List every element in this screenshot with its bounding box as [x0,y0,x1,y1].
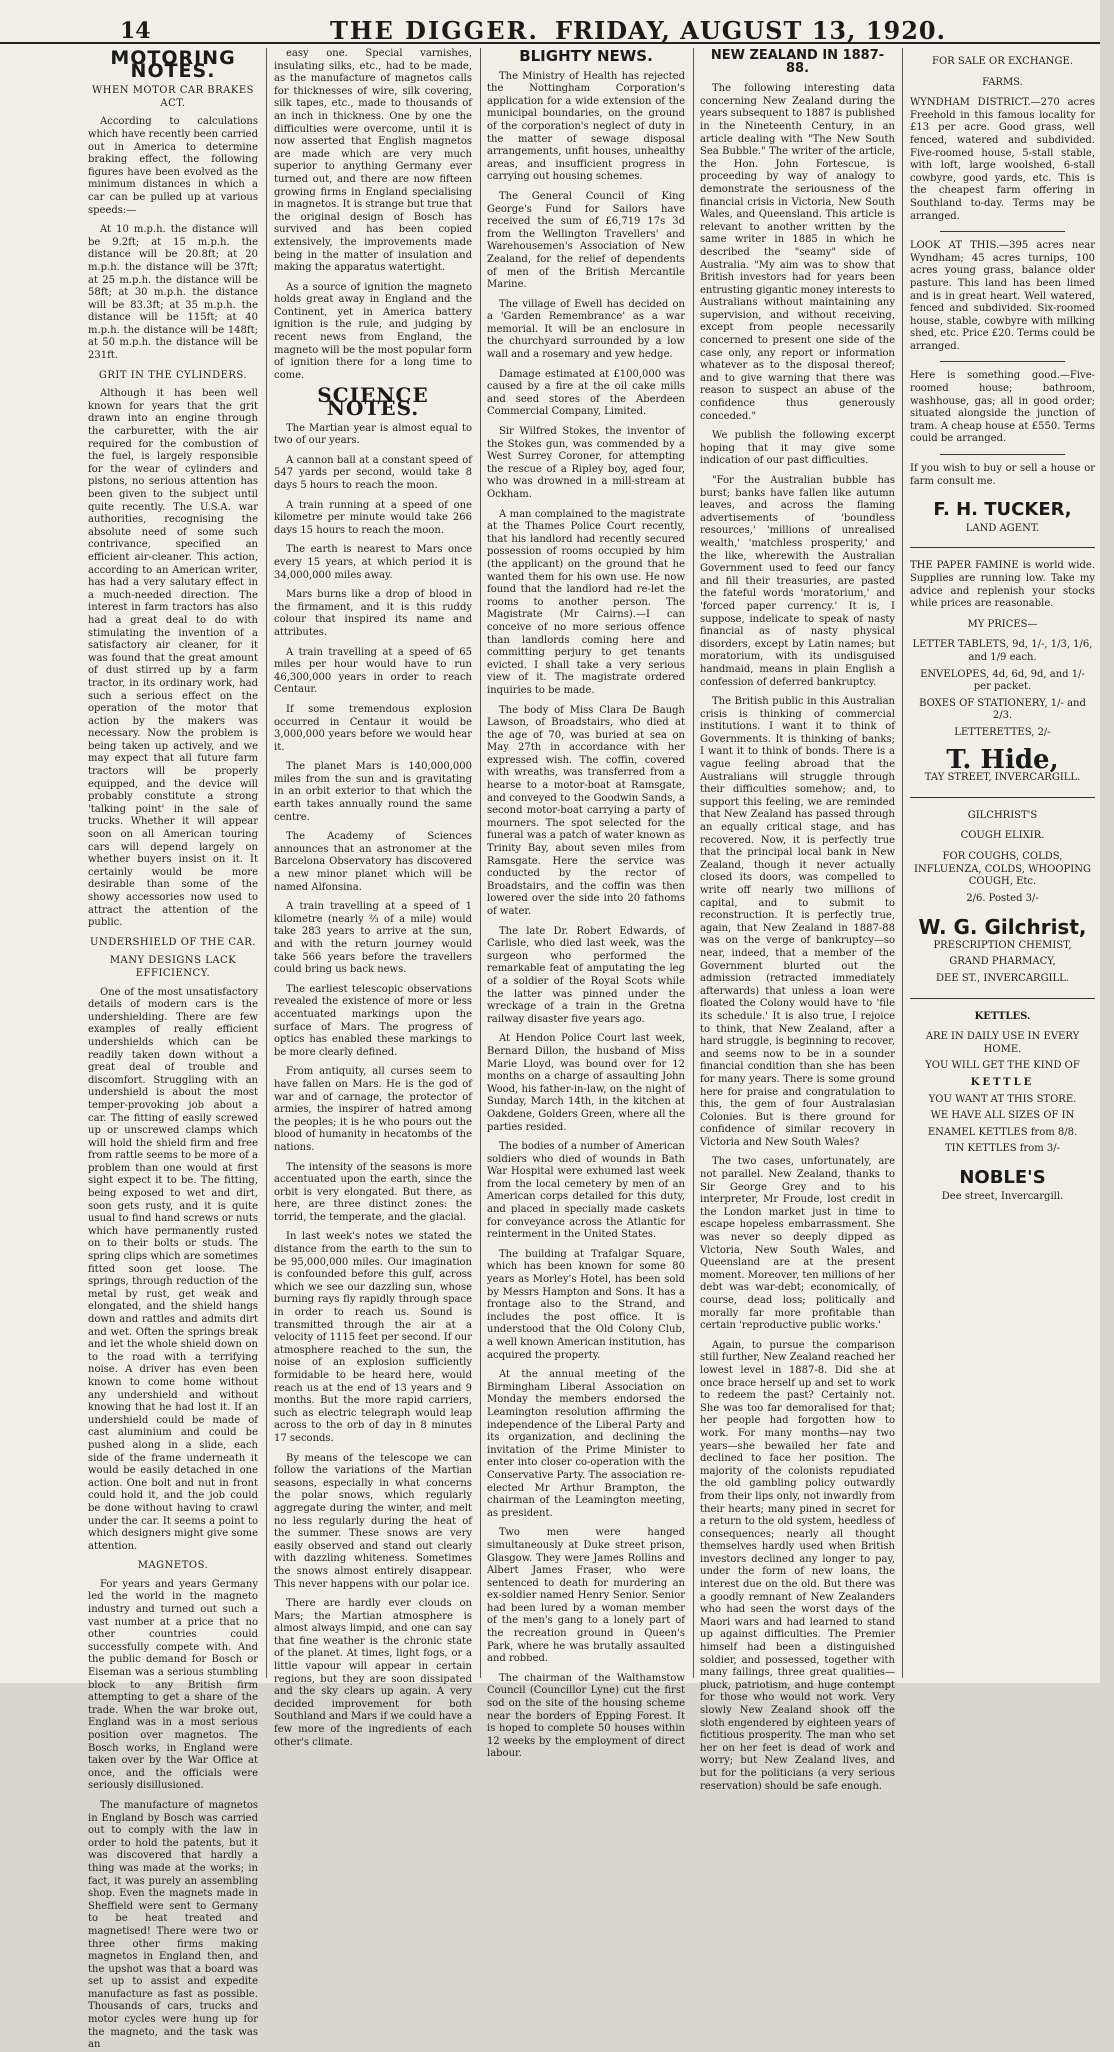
ad-gilchrist [910,810,1095,986]
paragraph: Again, to pursue the comparison still further, New Zealand reached her lowest level in 1887-8. Did she at once brace herself up and set to work to redeem the past? Certainly not. She was too far demoralised for that; her people had forgotten how to work. For many months—nay two years—she bewailed her fate and declined to face her position. The majority of the colonists repudiated the old gambling policy outwardly from their lips only, not inwardly from their hearts; many pined in secret for a return to the old system, heedless of consequences; nearly all thought themselves hardly used when British investors declined any longer to pay, under the form of new loans, the interest due on the old. But there was a goodly remnant of New Zealanders who had seen the worst days of the Maori wars and had learned to stand up against difficulties. The Premier himself had been a distinguished soldier, and possessed, together with many failings, three great qualities—pluck, patriotism, and huge contempt for those who would not work. Very slowly New Zealand shook off the sloth engendered by eighteen years of fictitious prosperity. The man who set her on her feet is dead of work and worry; but New Zealand lives, and but for the politicians (a very serious reservation) should be safe enough. [700,1339,896,1792]
paragraph: The Academy of Sciences announces that an astronomer at the Barcelona Observatory has discovered a new minor planet which will be named Alfonsina. [274,831,472,893]
advertiser-name: F. H. TUCKER, [933,499,1072,521]
paragraph: The manufacture of magnetos in England by Bosch was carried out to comply with the law in order to hold the patents, but it was discovered that hardly a thing was made at the works; in fact, it was purely an assembling shop. Even the magnets made in Sheffield were sent to Germany to be heat treated and magnetised! There were two or three other firms making magnetos in England then, and the upshot was that a board was set up to assist and expedite manufacture as fast as possible. Thousands of cars, trucks and motor cycles were hung up for the magneto, and the task was an [88,1799,258,2051]
advertiser-name: W. G. Gilchrist, [918,915,1087,940]
paragraph: For years and years Germany led the world in the magneto industry and turned out such a vast number at a price that no other countries could successfully compete with. And the public demand for Bosch or Eiseman was a serious stumbling block to any British firm attempting to get a share of the trade. When the war broke out, England was in a most serious position over magnetos. The Bosch works, in England were taken over by the War Office at once, and the officials were seriously disillusioned. [88,1578,258,1792]
price-line: LETTER TABLETS, 9d, 1/-, 1/3, 1/6, and 1/9 each. [912,639,1093,663]
paragraph: One of the most unsatisfactory details of modern cars is the undershielding. There are few examples of really efficient undershields which can be readily taken down without a great deal of trouble and discomfort. Struggling with an undershield is about the most temper-provoking job about a car. The fitting of easily screwed up or unscrewed clamps which will hold the shield firm and free from rattle seems to be more of a problem than one would at first sight expect it to be. The fitting, being exposed to wet and dirt, soon gets rusty, and it is quite usual to find hand screws or nuts which have permanently rusted on to their bolts or studs. The spring clips which are sometimes fitted soon get loose. The springs, through reduction of the metal by rust, get weak and elongated, and the shield hangs down and rattles and admits dirt and wet. Often the springs break and let the whole shield down on to the road with a terrifying noise. A driver has even been known to come home without any undershield and without knowing that he had lost it. If an undershield could be made of cast aluminium and could be pushed along in a slide, each side of the frame underneath it would be easily detached in one action. One bolt and nut in front could hold it, and the job could be done without having to crawl under the car. It seems a point to which designers might give some attention. [88,986,258,1552]
ad-line: TIN KETTLES from 3/- [944,1143,1061,1155]
advertiser-address: TAY STREET, INVERCARGILL. [924,772,1081,784]
column-rule [266,48,267,1678]
divider [910,547,1095,548]
ad-heading: KETTLES. [974,1010,1031,1022]
column-rule [902,48,903,1678]
paragraph: Mars burns like a drop of blood in the firmament, and it is this ruddy colour that inspired its name and attributes. [274,589,472,638]
paragraph: The Ministry of Health has rejected the Nottingham Corporation's application for a wide extension of the municipal boundaries, on the ground of the corporation's neglect of duty in the matter of sewage disposal arrangements, unfit houses, unhealthy areas, and insufficient progress in carrying out housing schemes. [487,70,685,183]
paragraph: If some tremendous explosion occurred in Centaur it would be 3,000,000 years before we would hear it. [274,703,472,753]
column-advertisements [910,48,1095,1678]
column-new-zealand [700,48,896,1792]
paragraph: There are hardly ever clouds on Mars; the Martian atmosphere is almost always limpid, and one can say that fine weather is the chronic state of the planet. At times, light fogs, or a little vapour will appear in certain regions, but they are soon dissipated and the sky clears up again. A very decided improvement for both Southland and Mars if we could have a few more of the ingredients of each other's climate. [274,1598,472,1748]
paragraph: At Hendon Police Court last week, Bernard Dillon, the husband of Miss Marie Lloyd, was bound over for 12 months on a charge of assaulting John Wood, his father-in-law, on the night of Sunday, March 14th, in the kitchen at Oakdene, Golders Green, where all the parties resided. [487,1033,685,1133]
section-title: BLIGHTY NEWS. [519,47,653,65]
advertiser-title: LAND AGENT. [965,522,1040,534]
ad-line: YOU WANT AT THIS STORE. [928,1093,1077,1105]
newspaper-title: THE DIGGER. [330,16,539,45]
paragraph: A train running at a speed of one kilometre per minute would take 266 days 15 hours to reach the moon. [274,499,472,536]
paragraph: "For the Australian bubble has burst; banks have fallen like autumn leaves, and across the flaming advertisements of 'boundless resources,' 'millions of unrealised wealth,' 'matchless prosperity,' and the like, wherewith the Australian Government used to feed our fancy and fill their treasuries, are pasted the fateful words 'moratorium,' and 'forced paper currency.' It is, I suppose, indelicate to speak of nasty financial as of nasty physical disorders, except by Latin names; but moratorium, with its undisguised handmaid, means in plain English a confession of deferred bankruptcy. [700,475,895,688]
paragraph: The planet Mars is 140,000,000 miles from the sun and is gravitating in an orbit exterior to that which the earth takes annually round the same centre. [274,761,472,823]
ad-line: ENAMEL KETTLES from 8/8. [927,1126,1078,1138]
ad-heading: GILCHRIST'S [967,809,1038,821]
advertiser-line: PRESCRIPTION CHEMIST, [933,939,1072,951]
paragraph: easy one. Special varnishes, insulating silks, etc., had to be made, as the manufacture of magnetos calls for thicknesses of wire, silk covering, silk tapes, etc., made to thousands of an inch in thickness. One by one the difficulties were overcome, until it is now asserted that English magnetos are made which are very much superior to anything Germany ever turned out, and there are now fifteen growing firms in England specialising in magnetos. It is strange but true that the original design of Bosch has survived and has been copied extensively, the improvements made being in the matter of insulation and making the apparatus watertight. [274,48,472,274]
column-motoring-notes [88,47,258,2051]
paragraph: As a source of ignition the magneto holds great away in England and the Continent, yet in America battery ignition is the rule, and judging by recent news from England, the magneto will be the most popular form of ignition there for a long time to come. [274,281,473,381]
ad-text: LOOK AT THIS.—395 acres near Wyndham; 45 acres turnips, 100 acres young grass, balance older pasture. This land has been limed and is in great heart. Well watered, fenced and subdivided. Six-roomed house, stable, cowbyre with milking shed, etc. Price £20. Terms could be arranged. [910,240,1095,352]
price-line: LETTERETTES, 2/- [954,726,1051,738]
paragraph: By means of the telescope we can follow the variations of the Martian seasons, especially in what concerns the polar snows, which regularly aggregate during the winter, and melt no less regularly during the heat of the summer. These snows are very easily observed and stand out clearly with dazzling whiteness. Sometimes the snows almost entirely disappear. This never happens with our polar ice. [274,1452,472,1590]
paragraph: Sir Wilfred Stokes, the inventor of the Stokes gun, was commended by a West Surrey Coroner, for attempting the rescue of a Ripley boy, aged four, who was drowned in a mill-stream at Ockham. [487,426,685,500]
masthead [0,0,1100,44]
paragraph: The two cases, unfortunately, are not parallel. New Zealand, thanks to Sir George Grey and to his interpreter, Mr Froude, lost credit in the London market just in time to escape hopeless embarrassment. She was never so deeply dipped as Victoria, New South Wales, and Queensland are at the present moment. Moreover, ten millions of her debt was war-debt; economically, of course, dead loss; politically and morally far more profitable than certain 'reproductive public works.' [700,1156,895,1332]
section-title: MOTORING NOTES. [110,47,236,82]
ad-text: WYNDHAM DISTRICT.—270 acres Freehold in this famous locality for £13 per acre. Good grass, well fenced, watered and subdivided. Five-roomed house, 5-stall stable, with loft, large woolshed, 6-stall cowbyre, good yards, etc. This is the cheapest farm offering in Southland to-day. Terms may be arranged. [910,97,1095,222]
paragraph: The earth is nearest to Mars once every 15 years, at which period it is 34,000,000 miles away. [274,544,472,581]
paragraph: The following interesting data concerning New Zealand during the years subsequent to 1887 is published in the Nineteenth Century, in an article dealing with "The New South Sea Bubble." The writer of the article, the Hon. John Fortescue, is proceeding by way of analogy to demonstrate the seriousness of the financial crisis in Victoria, New South Wales, and Queensland. This article is relevant to another written by the same writer in 1885 in which he described the "seamy" side of Australia. "My aim was to show that British investors had for years been entrusting gigantic money interests to Australians without maintaining any supervision, and without receiving, except from people necessarily concerned to present one side of the case only, any report or information whatever as to the disposal thereof; and to give warning that there was reason to suspect an abuse of the confidence thus generously conceded." [700,83,895,422]
advertiser-address: Dee street, Invercargill. [941,1190,1064,1202]
divider [910,998,1095,999]
paragraph: The British public in this Australian crisis is thinking of commercial institutions. I want it to think of Governments. It is thinking of banks; I want it to think of bonds. There is a vague feeling abroad that the Australians will struggle through their difficulties somehow; and, to support this feeling, we are reminded that New Zealand has passed through an equally critical stage, and has recovered. Now, it is perfectly true that the principal local bank in New Zealand, though it never actually closed its doors, was compelled to write off nearly two millions of capital, and to submit to reconstruction. It is perfectly true, again, that New Zealand in 1887-88 was on the verge of bankruptcy—so near, indeed, that a member of the Government blurted out the admission (retracted immediately afterwards) that unless a loan were floated the Colony would have to 'file its schedule.' It is also true, I rejoice to think, that New Zealand, after a hard struggle, is beginning to recover, and seems now to be in a sounder financial condition than she has been for many years. There is some ground here for praise and congratulation to this, the gem of four Australasian Colonies. But is there ground for confidence of similar recovery in Victoria and New South Wales? [700,696,895,1148]
paragraph: At the annual meeting of the Birmingham Liberal Association on Monday the members endorsed the Leamington resolution affirming the independence of the Liberal Party and its organization, and declining the invitation of the Prime Minister to enter into closer co-operation with the Conservative Party. The association re-elected Mr Arthur Brampton, the chairman of the Leamington meeting, as president. [487,1369,685,1519]
subheading: MANY DESIGNS LACK EFFICIENCY. [109,955,237,979]
paragraph: Damage estimated at £100,000 was caused by a fire at the oil cake mills and seed stores of the Aberdeen Commercial Company, Limited. [487,368,685,418]
subheading: GRIT IN THE CYLINDERS. [98,369,248,381]
paragraph: The intensity of the seasons is more accentuated upon the earth, since the orbit is very elongated. But there, as here, are three distinct zones: the torrid, the temperate, and the glacial. [274,1161,472,1223]
column-rule [693,48,694,1678]
paragraph: The bodies of a number of American soldiers who died of wounds in Bath War Hospital were exhumed last week from the local cemetery by men of an American corps detailed for this duty, and placed in specially made caskets for conveyance across the Atlantic for reinterment in the United States. [487,1141,685,1241]
divider [940,231,1065,232]
page-number: 14 [120,18,151,44]
ad-tucker [910,56,1095,535]
ad-line: WE HAVE ALL SIZES OF IN [930,1110,1075,1122]
ad-heading: MY PRICES— [967,618,1038,630]
paragraph: The body of Miss Clara De Baugh Lawson, of Broadstairs, who died at the age of 70, was buried at sea on May 27th in accordance with her expressed wish. The coffin, covered with wreaths, was transferred from a hearse to a motor-boat at Ramsgate, and conveyed to the Goodwin Sands, a second motor-boat carrying a party of mourners. The spot selected for the funeral was a patch of water known as Trinity Bay, about seven miles from Ramsgate. Here the service was conducted by the rector of Broadstairs, and the coffin was then lowered over the side into 20 fathoms of water. [487,704,685,917]
divider [940,454,1065,455]
paragraph: The Martian year is almost equal to two of our years. [274,422,472,447]
paragraph: Two men were hanged simultaneously at Duke street prison, Glasgow. They were James Rollins and Albert James Fraser, who were sentenced to death for murdering an ex-soldier named Henry Senior. Senior had been lured by a woman member of the men's gang to a lonely part of the recreation ground in Queen's Park, where he was brutally assaulted and robbed. [487,1527,685,1665]
paragraph: The chairman of the Walthamstow Council (Councillor Lyne) cut the first sod on the site of the housing scheme near the borders of Epping Forest. It is hoped to complete 50 houses within 12 weeks by the employment of direct labour. [487,1672,685,1760]
ad-subheading: FARMS. [982,76,1023,88]
paragraph: Although it has been well known for years that the grit drawn into an engine through the carburetter, with the air required for the combustion of the fuel, is largely responsible for the wear of cylinders and pistons, no serious attention has been given to the subject until quite recently. The U.S.A. war authorities, recognising the absolute need of some such contrivance, specified an efficient air-cleaner. This action, according to an American writer, has had a very salutary effect in a much-needed direction. The interest in farm tractors has also had a great deal to do with stimulating the invention of a satisfactory air cleaner, for it was found that the great amount of dust stirred up by a farm tractor, in its ordinary work, had such a serious effect on the operation of the motor that action by the makers was necessary. Now the problem is being taken up actively, and we may expect that all future farm tractors will be properly equipped, and the device will probably constitute a strong 'talking point' in the sale of trucks. Whether it will appear soon on all American touring cars will depend largely on whether buyers insist on it. It certainly would be more desirable than some of the showy accessories now used to attract the attention of the public. [88,388,258,929]
paragraph: A train travelling at a speed of 65 miles per hour would have to run 46,300,000 years in order to reach Centaur. [274,646,472,696]
paragraph: In last week's notes we stated the distance from the earth to the sun to be 95,000,000 miles. Our imagination is confounded before this gulf, across which we see our dazzling sun, whose burning rays fly rapidly through space in order to reach us. Sound is transmitted through the air at a velocity of 1115 feet per second. If our atmosphere reached to the sun, the noise of an explosion sufficiently formidable to be heard here, would reach us at the end of 13 years and 9 months. But the more rapid carriers, such as electric telegraph would leap across to the orb of day in 8 minutes 17 seconds. [274,1231,472,1444]
paragraph: From antiquity, all curses seem to have fallen on Mars. He is the god of war and of carnage, the protector of armies, the inspirer of hatred among the peoples; it is he who pours out the blood of humanity in hecatombs of the nations. [274,1066,472,1153]
column-blighty-news [487,47,685,1760]
ad-line: ARE IN DAILY USE IN EVERY HOME. [925,1031,1080,1055]
paragraph: At 10 m.p.h. the distance will be 9.2ft; at 15 m.p.h. the distance will be 20.8ft; at 20 m.p.h. the distance will be 37ft; at 25 m.p.h. the distance will be 58ft; at 30 m.p.h. the distance will be 83.3ft; at 35 m.p.h. the distance will be 115ft; at 40 m.p.h. the distance will be 148ft; at 50 m.p.h. the distance will be 231ft. [88,224,258,362]
divider [940,361,1065,362]
ad-hide [910,560,1095,784]
paragraph: A cannon ball at a constant speed of 547 yards per second, would take 8 days 5 hours to reach the moon. [274,454,472,491]
subheading: MAGNETOS. [137,1560,209,1572]
ad-line: KETTLE [970,1077,1035,1089]
subheading: UNDERSHIELD OF THE CAR. [90,936,256,948]
price-line: ENVELOPES, 4d, 6d, 9d, and 1/- per packet. [920,668,1085,693]
paragraph: The village of Ewell has decided on a 'Garden Remembrance' as a war memorial. It will be an enclosure in the churchyard surrounded by a low wall and a rosemary and yew hedge. [487,298,685,361]
ad-text: FOR COUGHS, COLDS, INFLUENZA, COLDS, WHOOPING COUGH, Etc. [914,850,1091,888]
subheading: WHEN MOTOR CAR BRAKES ACT. [91,85,255,109]
paragraph: The building at Trafalgar Square, which has been known for some 80 years as Morley's Hotel, has been sold by Messrs Hampton and Sons. It has a frontage also to the Strand, and includes the post office. It is understood that the Old Colony Club, a well known American institution, has acquired the property. [487,1248,685,1361]
paragraph: We publish the following excerpt hoping that it may give some indication of our past difficulties. [700,430,895,467]
section-title: NEW ZEALAND IN 1887-88. [710,48,885,76]
section-title: SCIENCE NOTES. [317,383,429,421]
issue-date: FRIDAY, AUGUST 13, 1920. [555,16,946,45]
column-science-notes [274,48,473,1748]
paragraph: The late Dr. Robert Edwards, of Carlisle, who died last week, was the surgeon who performed the remarkable feat of amputating the leg of a soldier of the Royal Scots while the latter was pinned under the wreckage of a train in the Gretna railway disaster five years ago. [487,925,685,1025]
advertiser-name: T. Hide, [946,744,1059,775]
paragraph: A man complained to the magistrate at the Thames Police Court recently, that his landlord had recently secured possession of rooms occupied by him (the applicant) on the ground that he wanted them for his own use. He now found that the landlord had re-let the rooms to another person. The Magistrate (Mr Cairns).—I can conceive of no more serious offence than landlords coming here and committing perjury to get tenants evicted. I shall take a very serious view of it. The magistrate ordered inquiries to be made. [487,508,685,696]
ad-text: THE PAPER FAMINE is world wide. Supplies are running low. Take my advice and replenish your stocks while prices are reasonable. [910,560,1095,610]
ad-nobles [910,1011,1095,1204]
column-rule [480,48,481,1678]
ad-text: Here is something good.—Five-roomed house; bathroom, washhouse, gas; all in good order; situated alongside the junction of tram. A cheap house at £550. Terms could be arranged. [910,370,1095,445]
ad-heading: FOR SALE OR EXCHANGE. [932,56,1073,67]
advertiser-line: GRAND PHARMACY, [949,956,1056,968]
ad-subheading: COUGH ELIXIR. [960,830,1045,842]
advertiser-name: NOBLE'S [959,1167,1046,1188]
price-line: BOXES OF STATIONERY, 1/- and 2/3. [919,697,1086,722]
ad-line: YOU WILL GET THE KIND OF [925,1060,1080,1072]
price-line: 2/6. Posted 3/- [966,892,1039,904]
ad-text: If you wish to buy or sell a house or farm consult me. [910,463,1095,487]
paragraph: The earliest telescopic observations revealed the existence of more or less accentuated markings upon the surface of Mars. The progress of optics has enabled these markings to be more clearly defined. [274,983,472,1058]
divider [910,797,1095,798]
paragraph: The General Council of King George's Fund for Sailors have received the sum of £6,719 17s 3d from the Wellington Travellers' and Warehousemen's Association of New Zealand, for the relief of dependents of men of the British Mercantile Marine. [487,190,685,291]
advertiser-address: DEE ST., INVERCARGILL. [936,973,1069,985]
paragraph: According to calculations which have recently been carried out in America to determine braking effect, the following figures have been evolved as the minimum distances in which a car can be pulled up at various speeds:— [88,116,258,216]
paragraph: A train travelling at a speed of 1 kilometre (nearly ⅔ of a mile) would take 283 years to arrive at the sun, and with the return journey would take 566 years before the travellers could bring us back news. [274,901,472,976]
